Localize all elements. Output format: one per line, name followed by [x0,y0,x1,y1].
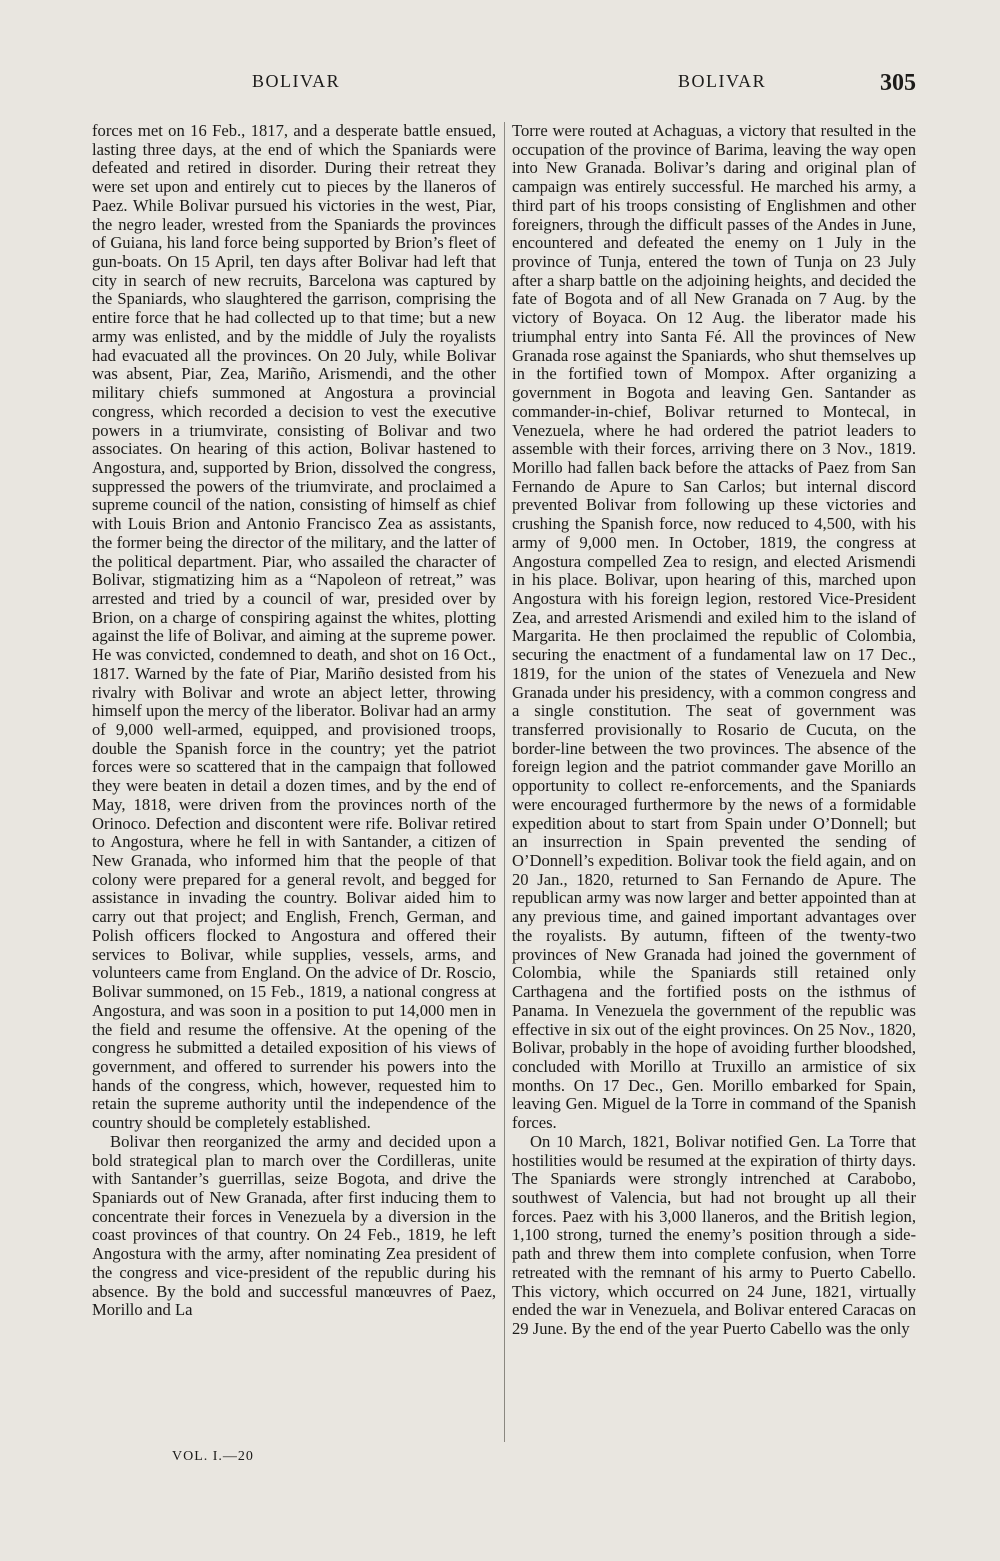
paragraph: On 10 March, 1821, Bolivar notified Gen. La Torre that hostilities would be resumed at the expiration of thirty days. The Spaniards were strongly intrenched at Carabobo, southwest of Valencia, but had not brought up all their forces. Paez with his 3,000 llaneros, and the British legion, 1,100 strong, turned the enemy’s position through a side-path and threw them into complete confusion, when Torre retreated with the remnant of his army to Puerto Cabello. This victory, which occurred on 24 June, 1821, virtually ended the war in Venezuela, and Bolivar entered Caracas on 29 June. By the end of the year Puerto Cabello was the only [512,1131,916,1338]
page-number: 305 [880,70,916,96]
paragraph: Bolivar then reorganized the army and decided upon a bold strategical plan to march over the Cordilleras, unite with Santander’s guerrillas, seize Bogota, and drive the Spaniards out of New Granada, after first inducing them to concentrate their forces in Venezuela by a diversion in the coast provinces of that country. On 24 Feb., 1819, he left Angostura with the army, after nominating Zea president of the congress and vice-president of the republic during his absence. By the bold and successful manœuvres of Paez, Morillo and La [92,1131,496,1320]
paragraph: Torre were routed at Achaguas, a victory that resulted in the occupation of the province of Barima, leaving the way open into New Granada. Bolivar’s daring and original plan of campaign was entirely successful. He marched his army, a third part of his troops consisting of Englishmen and other foreigners, through the difficult passes of the Andes in June, encountered and defeated the enemy on 1 July in the province of Tunja, entered the town of Tunja on 23 July after a sharp battle on the adjoining heights, and decided the fate of Bogota and of all New Granada on 7 Aug. by the victory of Boyaca. On 12 Aug. the liberator made his triumphal entry into Santa Fé. All the provinces of New Granada rose against the Spaniards, who shut themselves up in the fortified town of Mompox. After organizing a government in Bogota and leaving Gen. Santander as commander-in-chief, Bolivar returned to Montecal, in Venezuela, where he had ordered the patriot leaders to assemble with their forces, arriving there on 3 Nov., 1819. Morillo had fallen back before the attacks of Paez from San Fernando de Apure to San Carlos; but internal discord prevented Bolivar from following up these victories and crushing the Spanish force, now reduced to 4,500, with his army of 9,000 men. In October, 1819, the congress at Angostura compelled Zea to resign, and elected Arismendi in his place. Bolivar, upon hearing of this, marched upon Angostura with his foreign legion, restored Vice-President Zea, and arrested Arismendi and exiled him to the island of Margarita. He then proclaimed the republic of Colombia, securing the enactment of a fundamental law on 17 Dec., 1819, for the union of the states of Venezuela and New Granada under his presidency, with a common congress and a single constitution. The seat of government was transferred provisionally to Rosario de Cucuta, on the border-line between the two provinces. The absence of the foreign legion and the patriot commander gave Morillo an opportunity to collect re-enforcements, and the Spaniards were encouraged furthermore by the news of a formidable expedition about to start from Spain under O’Donnell; but an insurrection in Spain prevented the sending of O’Donnell’s expedition. Bolivar took the field again, and on 20 Jan., 1820, returned to San Fernando de Apure. The republican army was now larger and better appointed than at any previous time, and gained important advantages over the royalists. By autumn, fifteen of the twenty-two provinces of New Granada had joined the government of Colombia, while the Spaniards still retained only Carthagena and the fortified posts on the isthmus of Panama. In Venezuela the government of the republic was effective in six out of the eight provinces. On 25 Nov., 1820, Bolivar, probably in the hope of avoiding further bloodshed, concluded with Morillo at Truxillo an armistice of six months. On 17 Dec., Gen. Morillo embarked for Spain, leaving Gen. Miguel de la Torre in command of the Spanish forces. [512,121,916,1133]
signature-mark: VOL. I.—20 [172,1449,254,1464]
paragraph: forces met on 16 Feb., 1817, and a desperate battle ensued, lasting three days, at the end of which the Spaniards were defeated and retired in disorder. During their retreat they were set upon and entirely cut to pieces by the llaneros of Paez. While Bolivar pursued his victories in the west, Piar, the negro leader, wrested from the Spaniards the provinces of Guiana, his land force being supported by Brion’s fleet of gun-boats. On 15 April, ten days after Bolivar had left that city in search of new recruits, Barcelona was captured by the Spaniards, who slaughtered the garrison, comprising the entire force that he had collected up to that time; but a new army was enlisted, and by the middle of July the royalists had evacuated all the provinces. On 20 July, while Bolivar was absent, Piar, Zea, Mariño, Arismendi, and the other military chiefs summoned at Angostura a provincial congress, which recorded a decision to vest the executive powers in a triumvirate, consisting of Bolivar and two associates. On hearing of this action, Bolivar hastened to Angostura, and, supported by Brion, dissolved the congress, suppressed the powers of the triumvirate, and proclaimed a supreme council of the nation, consisting of himself as chief with Louis Brion and Antonio Francisco Zea as assistants, the former being the director of the military, and the latter of the political department. Piar, who assailed the character of Bolivar, stigmatizing him as a “Napoleon of retreat,” was arrested and tried by a council of war, presided over by Brion, on a charge of conspiring against the whites, plotting against the life of Bolivar, and aiming at the supreme power. He was convicted, condemned to death, and shot on 16 Oct., 1817. Warned by the fate of Piar, Mariño desisted from his rivalry with Bolivar and wrote an abject letter, throwing himself upon the mercy of the liberator. Bolivar had an army of 9,000 well-armed, equipped, and provisioned troops, double the Spanish force in the country; yet the patriot forces were so scattered that in the campaign that followed they were beaten in detail a dozen times, and by the end of May, 1818, were driven from the provinces north of the Orinoco. Defection and discontent were rife. Bolivar retired to Angostura, where he fell in with Santander, a citizen of New Granada, who informed him that the people of that colony were prepared for a general revolt, and begged for assistance in invading the country. Bolivar aided him to carry out that project; and English, French, German, and Polish officers flocked to Angostura and offered their services to Bolivar, while supplies, vessels, arms, and volunteers came from England. On the advice of Dr. Roscio, Bolivar summoned, on 15 Feb., 1819, a national congress at Angostura, and was soon in a position to put 14,000 men in the field and resume the offensive. At the opening of the congress he submitted a detailed exposition of his views of government, and offered to surrender his powers into the hands of the congress, which, however, requested him to retain the supreme authority until the independence of the country should be completely established. [92,121,496,1133]
text-column-right [512,122,916,1339]
running-head-left: BOLIVAR [252,71,341,91]
column-divider [504,122,505,1442]
text-column-left [92,122,496,1320]
running-head-right: BOLIVAR [678,71,767,91]
